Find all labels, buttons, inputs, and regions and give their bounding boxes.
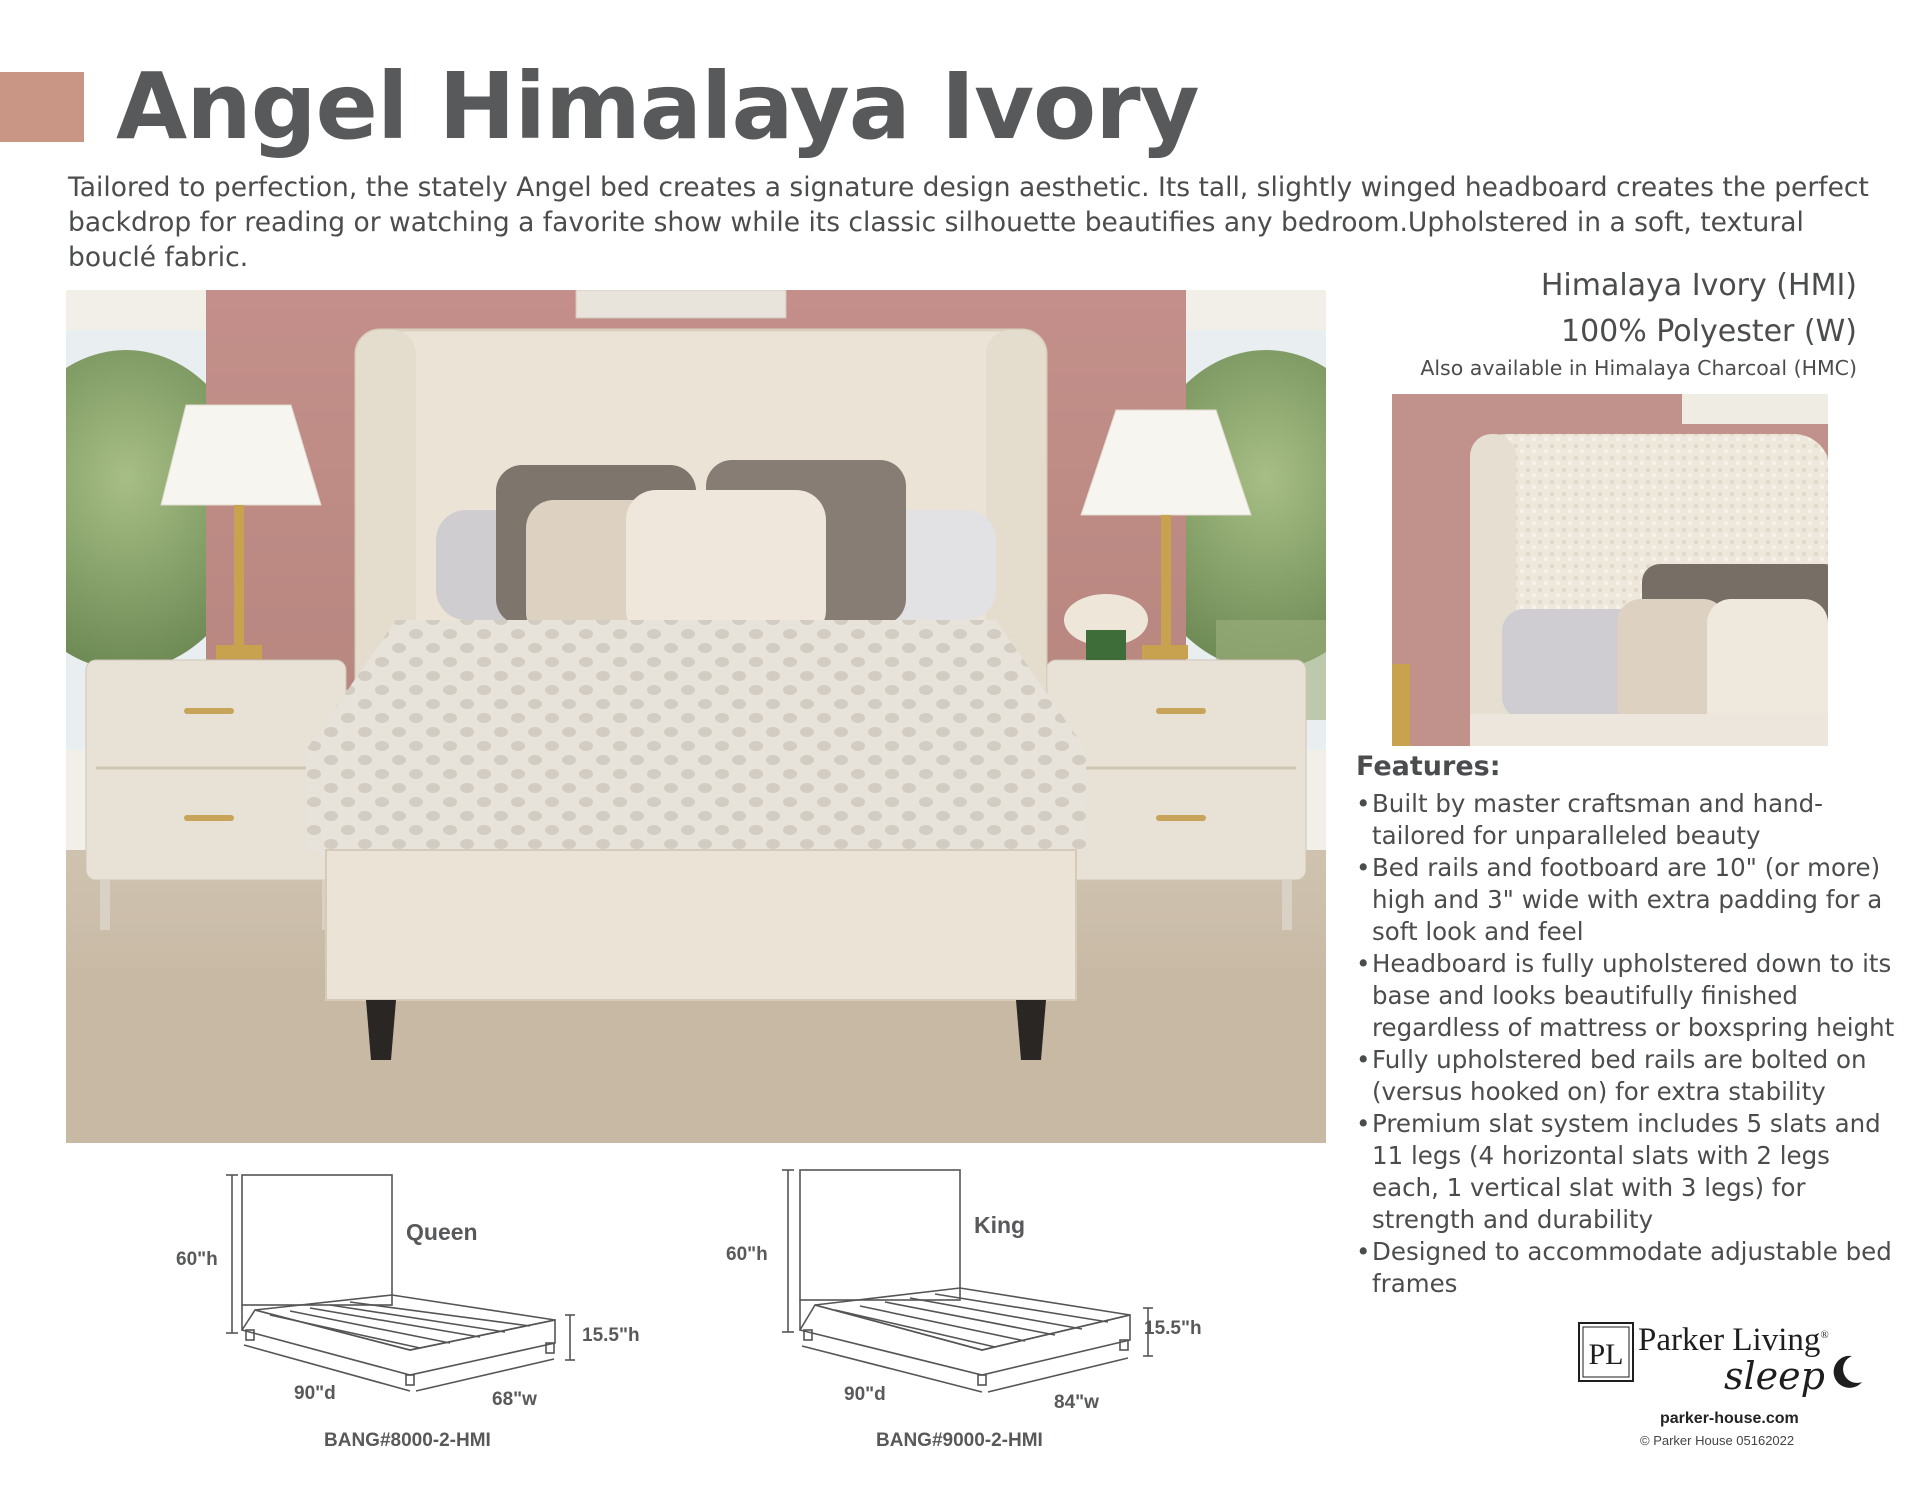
features-heading: Features: — [1356, 751, 1501, 782]
swatch-content: 100% Polyester (W) — [1560, 314, 1857, 349]
list-item — [1356, 1108, 1896, 1236]
bullet: • — [1356, 789, 1371, 818]
website-url: parker-house.com — [1660, 1410, 1799, 1427]
monogram-icon — [1578, 1322, 1634, 1382]
king-height-label: 60"h — [726, 1244, 768, 1265]
swatch-name: Himalaya Ivory (HMI) — [1540, 268, 1857, 303]
bullet: • — [1356, 1237, 1371, 1266]
feature-text: Premium slat system includes 5 slats and 11 legs (4 horizontal slats with 2 legs each, 1 vertical slat with 3 legs) for strength and durability — [1372, 1109, 1881, 1234]
page-title: Angel Himalaya Ivory — [116, 53, 1199, 160]
queen-depth-label: 90"d — [294, 1383, 336, 1404]
king-sku: BANG#9000-2-HMI — [876, 1430, 1043, 1451]
king-label: King — [974, 1212, 1026, 1238]
queen-height-label: 60"h — [176, 1249, 218, 1270]
feature-text: Built by master craftsman and hand-tailored for unparalleled beauty — [1372, 789, 1824, 850]
bullet: • — [1356, 1109, 1371, 1138]
swatch-also-available: Also available in Himalaya Charcoal (HMC) — [1420, 356, 1857, 380]
king-bed-diagram — [720, 1160, 1240, 1460]
bullet: • — [1356, 949, 1371, 978]
queen-bed-line-drawing — [160, 1165, 680, 1465]
bullet: • — [1356, 853, 1371, 882]
list-item — [1356, 948, 1896, 1044]
feature-text: Fully upholstered bed rails are bolted on (versus hooked on) for extra stability — [1372, 1045, 1867, 1106]
feature-text: Designed to accommodate adjustable bed frames — [1372, 1237, 1892, 1298]
feature-text: Bed rails and footboard are 10" (or more) high and 3" wide with extra padding for a soft look and feel — [1372, 853, 1883, 946]
features-list — [1356, 788, 1896, 1300]
list-item — [1356, 1236, 1896, 1300]
crescent-moon-icon — [1826, 1352, 1866, 1392]
queen-rail-height-label: 15.5"h — [582, 1325, 640, 1346]
queen-width-label: 68"w — [492, 1389, 537, 1410]
feature-text: Headboard is fully upholstered down to its base and looks beautifully finished regardless of mattress or boxspring height — [1372, 949, 1895, 1042]
product-photo — [66, 290, 1326, 1143]
brand-name-text: Parker Living — [1638, 1322, 1821, 1358]
accent-block — [0, 72, 84, 142]
king-rail-height-label: 15.5"h — [1144, 1318, 1202, 1339]
parker-living-sleep-logo — [1578, 1318, 1868, 1398]
queen-sku: BANG#8000-2-HMI — [324, 1430, 491, 1451]
monogram-text: PL — [1588, 1338, 1624, 1371]
features-section — [1356, 750, 1896, 1300]
registered-mark: ® — [1820, 1329, 1829, 1341]
list-item — [1356, 788, 1896, 852]
king-depth-label: 90"d — [844, 1384, 886, 1405]
queen-bed-diagram — [160, 1165, 680, 1465]
queen-label: Queen — [406, 1219, 478, 1245]
list-item — [1356, 1044, 1896, 1108]
king-width-label: 84"w — [1054, 1392, 1099, 1413]
intro-paragraph: Tailored to perfection, the stately Angel bed creates a signature design aesthetic. Its tall, slightly winged headboard creates the perfect backdrop for reading or watching a favorite show while its classic silhouette beautifies any bedroom.Upholstered in a soft, textural bouclé fabric. — [68, 172, 1869, 273]
bullet: • — [1356, 1045, 1371, 1074]
king-bed-line-drawing — [720, 1160, 1240, 1460]
fabric-detail-photo — [1392, 394, 1828, 746]
brand-tagline: sleep — [1724, 1354, 1825, 1398]
copyright-notice: © Parker House 05162022 — [1640, 1433, 1795, 1448]
list-item — [1356, 852, 1896, 948]
